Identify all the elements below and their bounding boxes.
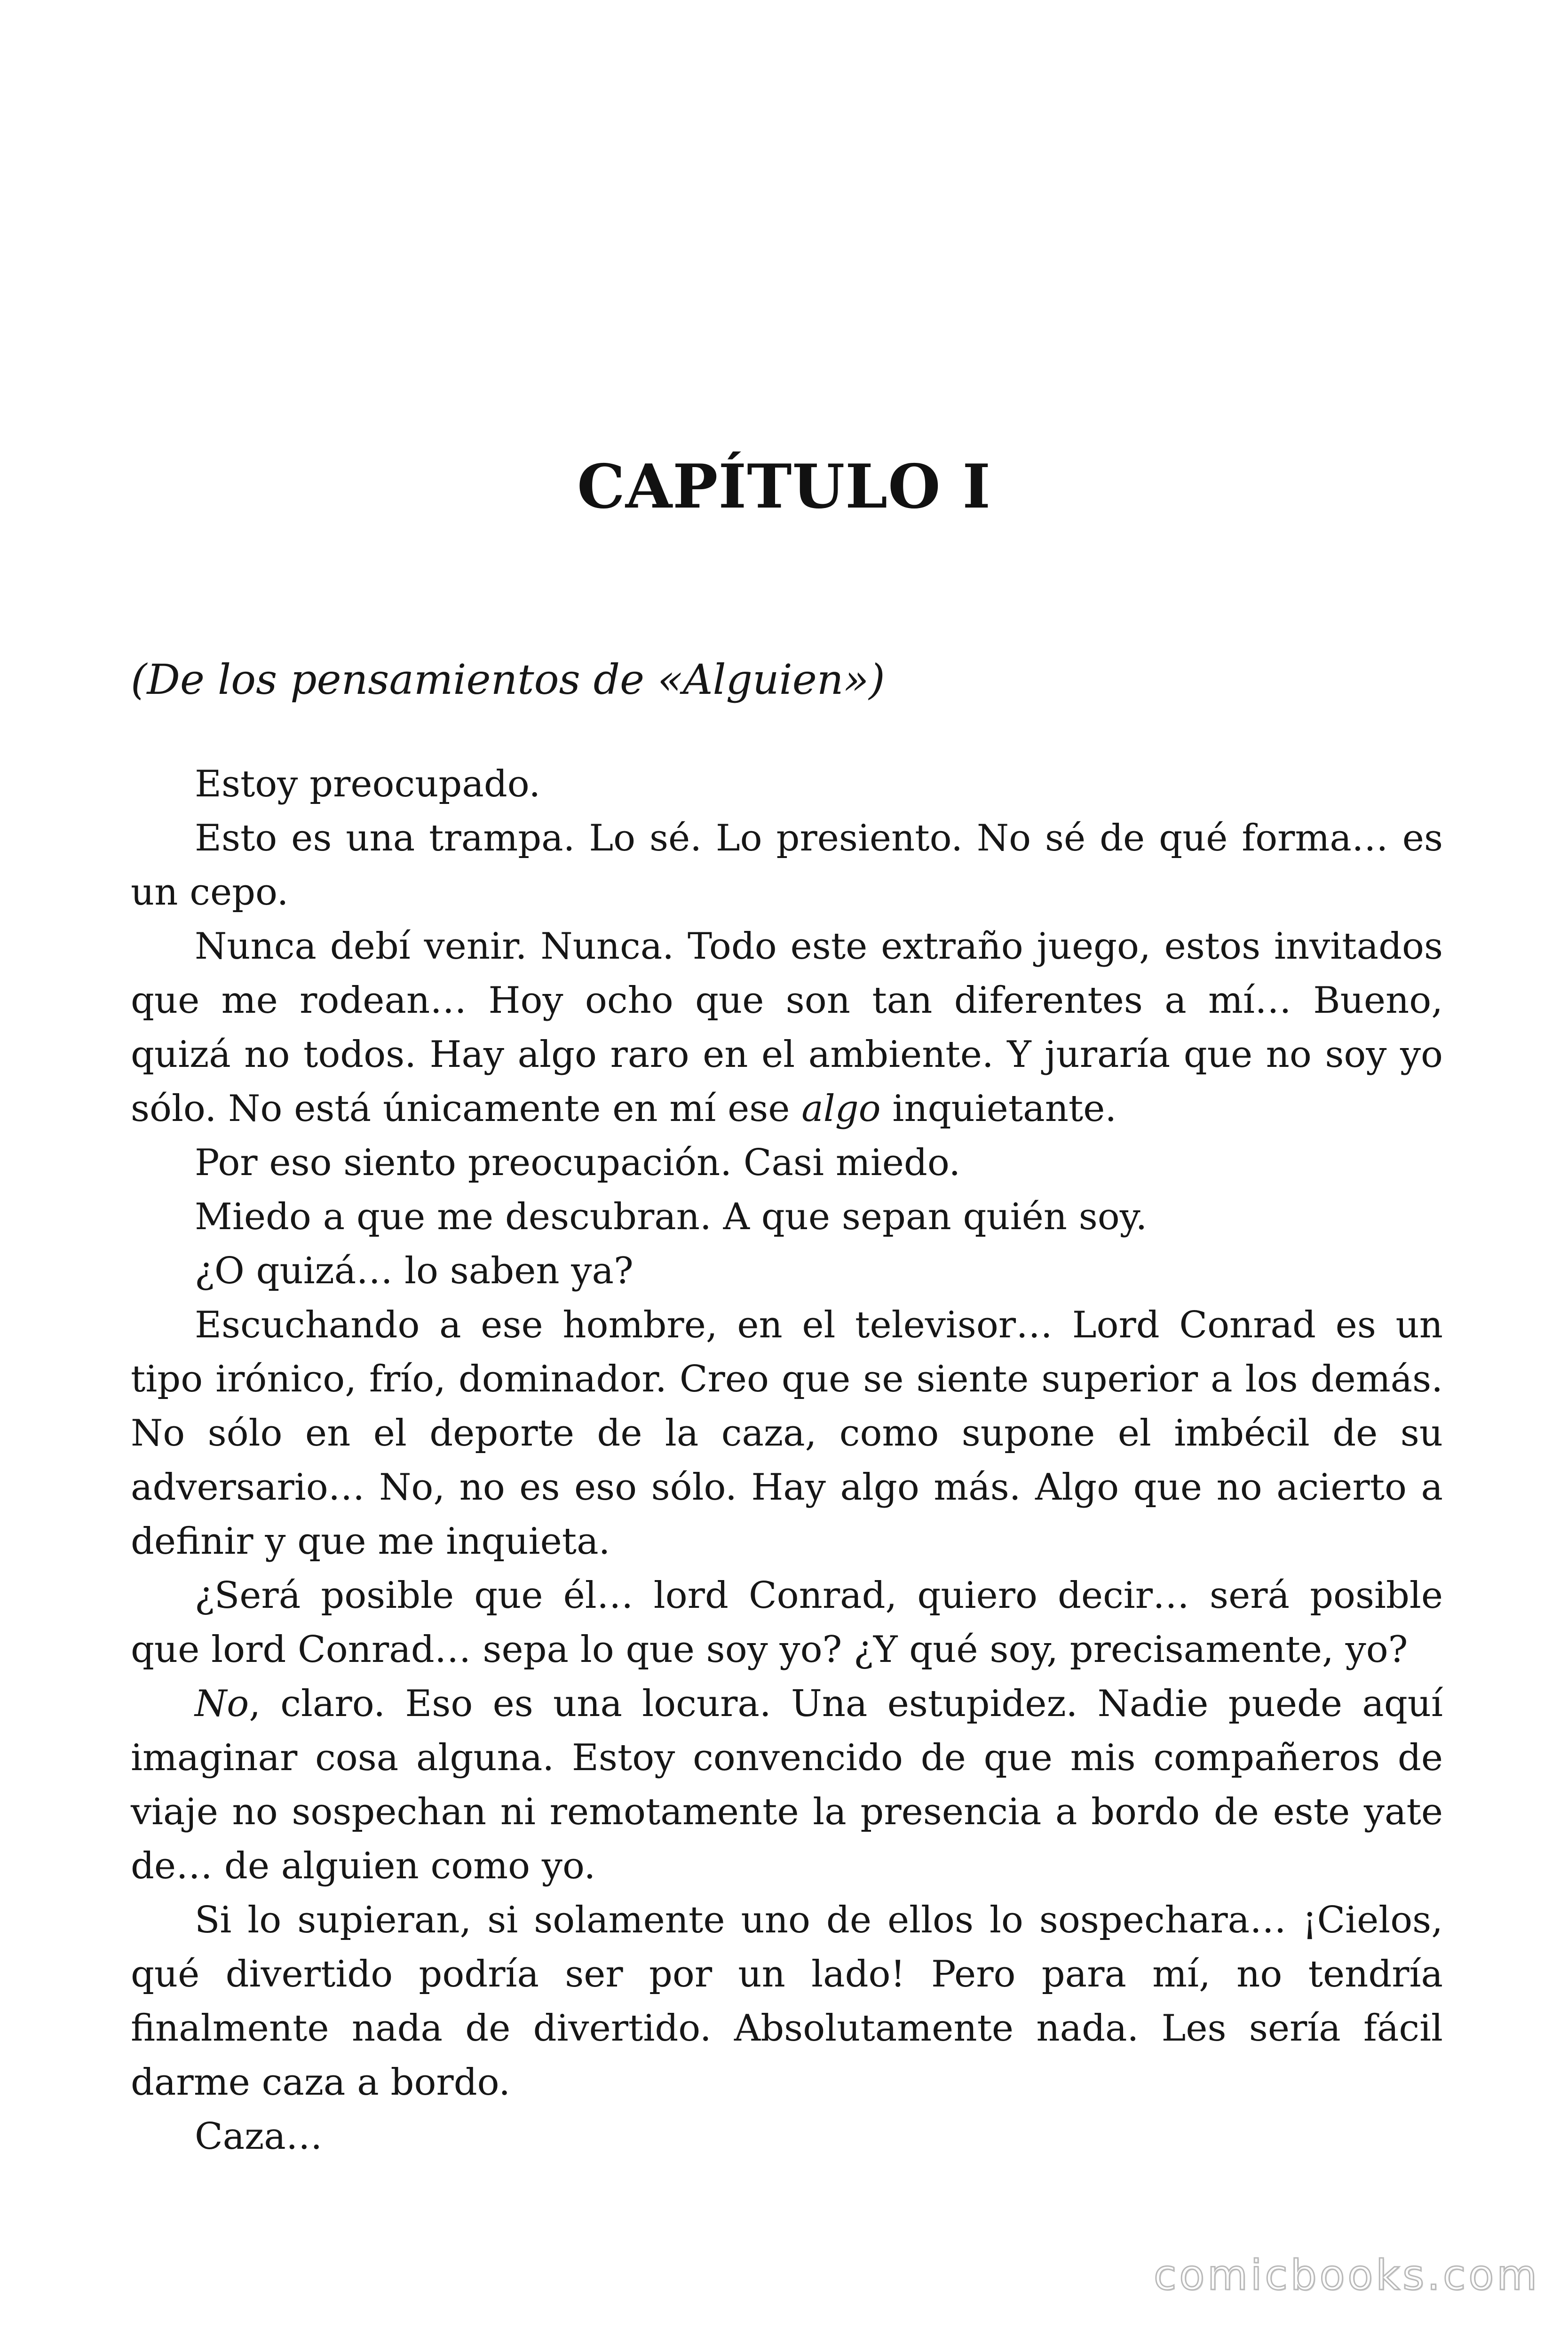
- text-run: Por eso siento preocupación. Casi miedo.: [195, 1142, 961, 1184]
- paragraph: [131, 811, 1443, 920]
- chapter-subtitle: (De los pensamientos de «Alguien»): [131, 655, 885, 704]
- paragraph: [131, 2110, 1443, 2164]
- text-run: Miedo a que me descubran. A que sepan quién soy.: [195, 1196, 1148, 1238]
- chapter-title: CAPÍTULO I: [577, 452, 991, 522]
- text-run: Esto es una trampa. Lo sé. Lo presiento. No sé de qué forma… es un cepo.: [131, 817, 1443, 914]
- text-run: Escuchando a ese hombre, en el televisor… Lord Conrad es un tipo irónico, frío, dominador. Creo que se siente superior a los demás. No sólo en el deporte de la caza, como supone el imbécil de su adversario… No, no es eso sólo. Hay algo más. Algo que no acierto a definir y que me inquieta.: [131, 1304, 1443, 1563]
- paragraph: [131, 1136, 1443, 1190]
- paragraph: [131, 1677, 1443, 1893]
- text-run: inquietante.: [880, 1088, 1117, 1130]
- paragraph: [131, 1190, 1443, 1244]
- text-run: Caza…: [195, 2115, 323, 2158]
- text-run: ¿Será posible que él… lord Conrad, quiero decir… será posible que lord Conrad… sepa lo que soy yo? ¿Y qué soy, precisamente, yo?: [131, 1574, 1443, 1671]
- text-run: Si lo supieran, si solamente uno de ellos lo sospechara… ¡Cielos, qué divertido podría ser por un lado! Pero para mí, no tendría finalmente nada de divertido. Absolutamente nada. Les sería fácil darme caza a bordo.: [131, 1899, 1443, 2104]
- paragraph: [131, 1244, 1443, 1298]
- paragraph: [131, 1298, 1443, 1569]
- paragraph: [131, 920, 1443, 1136]
- watermark: comicbooks.com: [1153, 2251, 1540, 2299]
- paragraph: [131, 757, 1443, 811]
- text-run: , claro. Eso es una locura. Una estupidez. Nadie puede aquí imaginar cosa alguna. Estoy convencido de que mis compañeros de viaje no sospechan ni remotamente la presencia a bordo de este yate de… de alguien como yo.: [131, 1683, 1443, 1887]
- body-text: [131, 757, 1443, 2164]
- text-run: Nunca debí venir. Nunca. Todo este extraño juego, estos invitados que me rodean… Hoy ocho que son tan diferentes a mí… Bueno, quizá no todos. Hay algo raro en el ambiente. Y juraría que no soy yo sólo. No está únicamente en mí ese: [131, 925, 1443, 1130]
- text-run: ¿O quizá… lo saben ya?: [195, 1250, 634, 1292]
- italic-text: No: [195, 1683, 249, 1725]
- text-run: Estoy preocupado.: [195, 763, 541, 805]
- paragraph: [131, 1893, 1443, 2110]
- paragraph: [131, 1569, 1443, 1677]
- italic-text: algo: [801, 1088, 881, 1130]
